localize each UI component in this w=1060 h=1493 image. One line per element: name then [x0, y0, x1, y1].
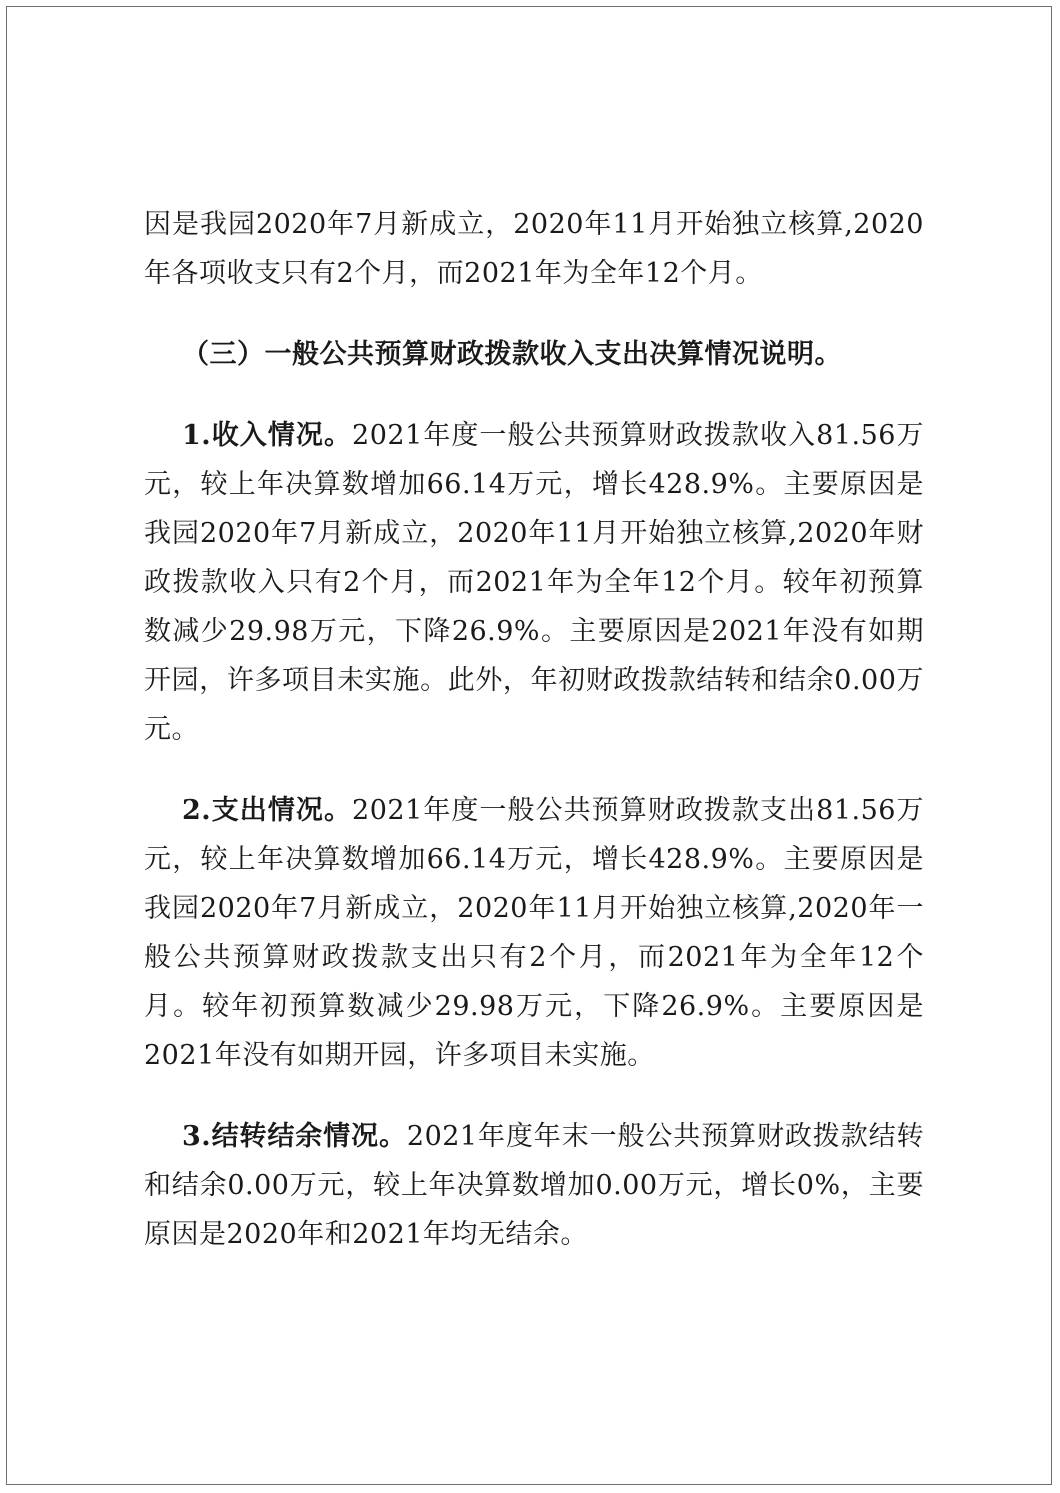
page-content [144, 200, 924, 1259]
expense-lead: 2.支出情况。 [182, 795, 353, 826]
balance-lead: 3.结转结余情况。 [182, 1121, 407, 1152]
expense-body: 2021年度一般公共预算财政拨款支出81.56万元，较上年决算数增加66.14万元，增长428.9%。主要原因是我园2020年7月新成立，2020年11月开始独立核算,2020年一般公共预算财政拨款支出只有2个月，而2021年为全年12个月。较年初预算数减少29.98万元，下降26.9%。主要原因是2021年没有如期开园，许多项目未实施。 [144, 795, 924, 1071]
expense-paragraph [144, 786, 924, 1080]
income-lead: 1.收入情况。 [182, 420, 353, 451]
income-body: 2021年度一般公共预算财政拨款收入81.56万元，较上年决算数增加66.14万元，增长428.9%。主要原因是我园2020年7月新成立，2020年11月开始独立核算,2020年财政拨款收入只有2个月，而2021年为全年12个月。较年初预算数减少29.98万元，下降26.9%。主要原因是2021年没有如期开园，许多项目未实施。此外，年初财政拨款结转和结余0.00万元。 [144, 420, 924, 745]
balance-paragraph [144, 1112, 924, 1259]
document-page [6, 6, 1052, 1485]
section-heading: （三）一般公共预算财政拨款收入支出决算情况说明。 [182, 339, 842, 370]
income-paragraph [144, 411, 924, 754]
intro-paragraph: 因是我园2020年7月新成立，2020年11月开始独立核算,2020年各项收支只有2个月，而2021年为全年12个月。 [144, 209, 924, 289]
balance-body: 2021年度年末一般公共预算财政拨款结转和结余0.00万元，较上年决算数增加0.00万元，增长0%，主要原因是2020年和2021年均无结余。 [144, 1121, 924, 1250]
